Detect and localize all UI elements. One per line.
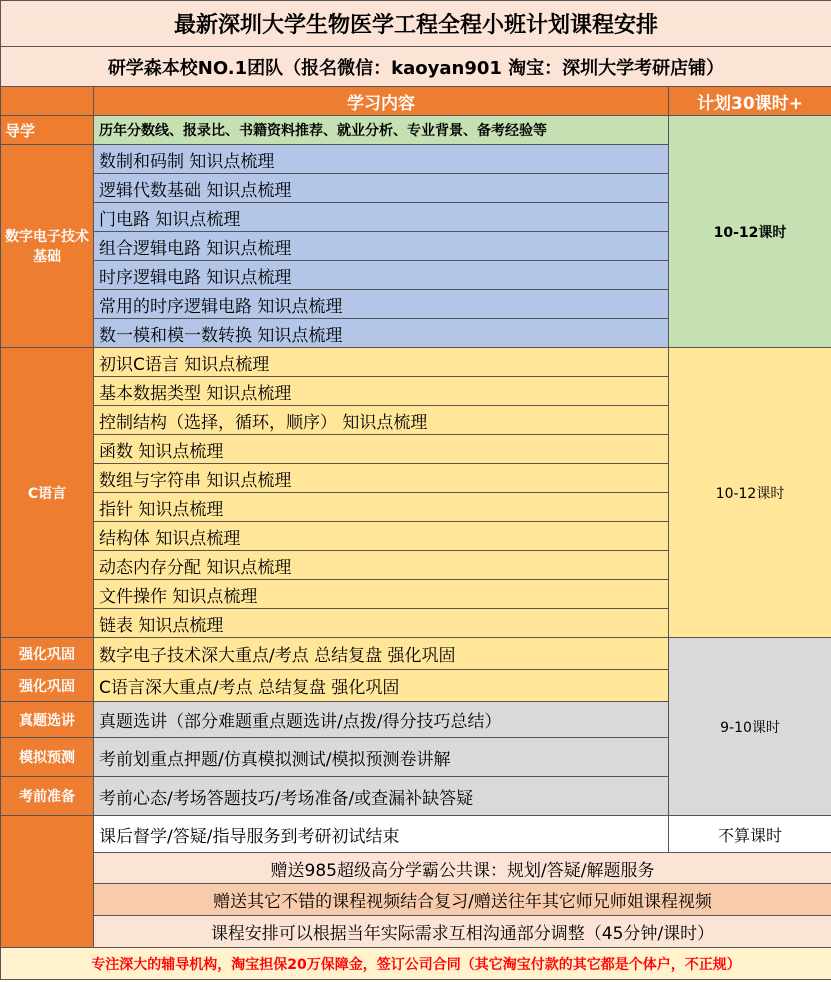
list-item: 控制结构（选择，循环，顺序） 知识点梳理	[94, 406, 669, 435]
header-corner	[1, 87, 94, 116]
gift-public-course: 赠送985超级高分学霸公共课：规划/答疑/解题服务	[94, 853, 831, 884]
clang-label: C语言	[1, 348, 94, 638]
schedule-adjust-note: 课程安排可以根据当年实际需求互相沟通部分调整（45分钟/课时）	[94, 916, 831, 948]
list-item: 结构体 知识点梳理	[94, 522, 669, 551]
digital-hours: 10-12课时	[669, 116, 831, 348]
list-item: 函数 知识点梳理	[94, 435, 669, 464]
review-item: 考前划重点押题/仿真模拟测试/模拟预测卷讲解	[94, 738, 669, 777]
list-item: 逻辑代数基础 知识点梳理	[94, 174, 669, 203]
list-item: 数组与字符串 知识点梳理	[94, 464, 669, 493]
list-item: 门电路 知识点梳理	[94, 203, 669, 232]
list-item: 时序逻辑电路 知识点梳理	[94, 261, 669, 290]
review-item: 真题选讲（部分难题重点题选讲/点拨/得分技巧总结）	[94, 702, 669, 738]
review-label: 强化巩固	[1, 638, 94, 670]
list-item: 组合逻辑电路 知识点梳理	[94, 232, 669, 261]
header-plan: 计划30课时+	[669, 87, 831, 116]
list-item: 常用的时序逻辑电路 知识点梳理	[94, 290, 669, 319]
list-item: 动态内存分配 知识点梳理	[94, 551, 669, 580]
review-item: C语言深大重点/考点 总结复盘 强化巩固	[94, 670, 669, 702]
no-hours-text: 不算课时	[669, 816, 831, 853]
list-item: 基本数据类型 知识点梳理	[94, 377, 669, 406]
review-item: 考前心态/考场答题技巧/考场准备/或查漏补缺答疑	[94, 777, 669, 816]
page-title: 最新深圳大学生物医学工程全程小班计划课程安排	[1, 1, 831, 47]
review-item: 数字电子技术深大重点/考点 总结复盘 强化巩固	[94, 638, 669, 670]
list-item: 指针 知识点梳理	[94, 493, 669, 522]
list-item: 文件操作 知识点梳理	[94, 580, 669, 609]
header-content: 学习内容	[94, 87, 669, 116]
list-item: 链表 知识点梳理	[94, 609, 669, 638]
review-label: 考前准备	[1, 777, 94, 816]
list-item: 初识C语言 知识点梳理	[94, 348, 669, 377]
review-hours: 9-10课时	[669, 638, 831, 816]
review-label: 强化巩固	[1, 670, 94, 702]
list-item: 数一模和模一数转换 知识点梳理	[94, 319, 669, 348]
clang-hours: 10-12课时	[669, 348, 831, 638]
extras-side	[1, 816, 94, 948]
review-label: 真题选讲	[1, 702, 94, 738]
list-item: 数制和码制 知识点梳理	[94, 145, 669, 174]
page-subtitle: 研学森本校NO.1团队（报名微信：kaoyan901 淘宝：深圳大学考研店铺）	[1, 47, 831, 87]
footer-notice: 专注深大的辅导机构，淘宝担保20万保障金，签订公司合同（其它淘宝付款的其它都是个体户，不正规）	[1, 948, 831, 980]
digital-label: 数字电子技术基础	[1, 145, 94, 348]
after-class-text: 课后督学/答疑/指导服务到考研初试结束	[94, 816, 669, 853]
guide-label: 导学	[1, 116, 94, 145]
review-label: 模拟预测	[1, 738, 94, 777]
guide-text: 历年分数线、报录比、书籍资料推荐、就业分析、专业背景、备考经验等	[94, 116, 669, 145]
gift-course-videos: 赠送其它不错的课程视频结合复习/赠送往年其它师兄师姐课程视频	[94, 884, 831, 916]
